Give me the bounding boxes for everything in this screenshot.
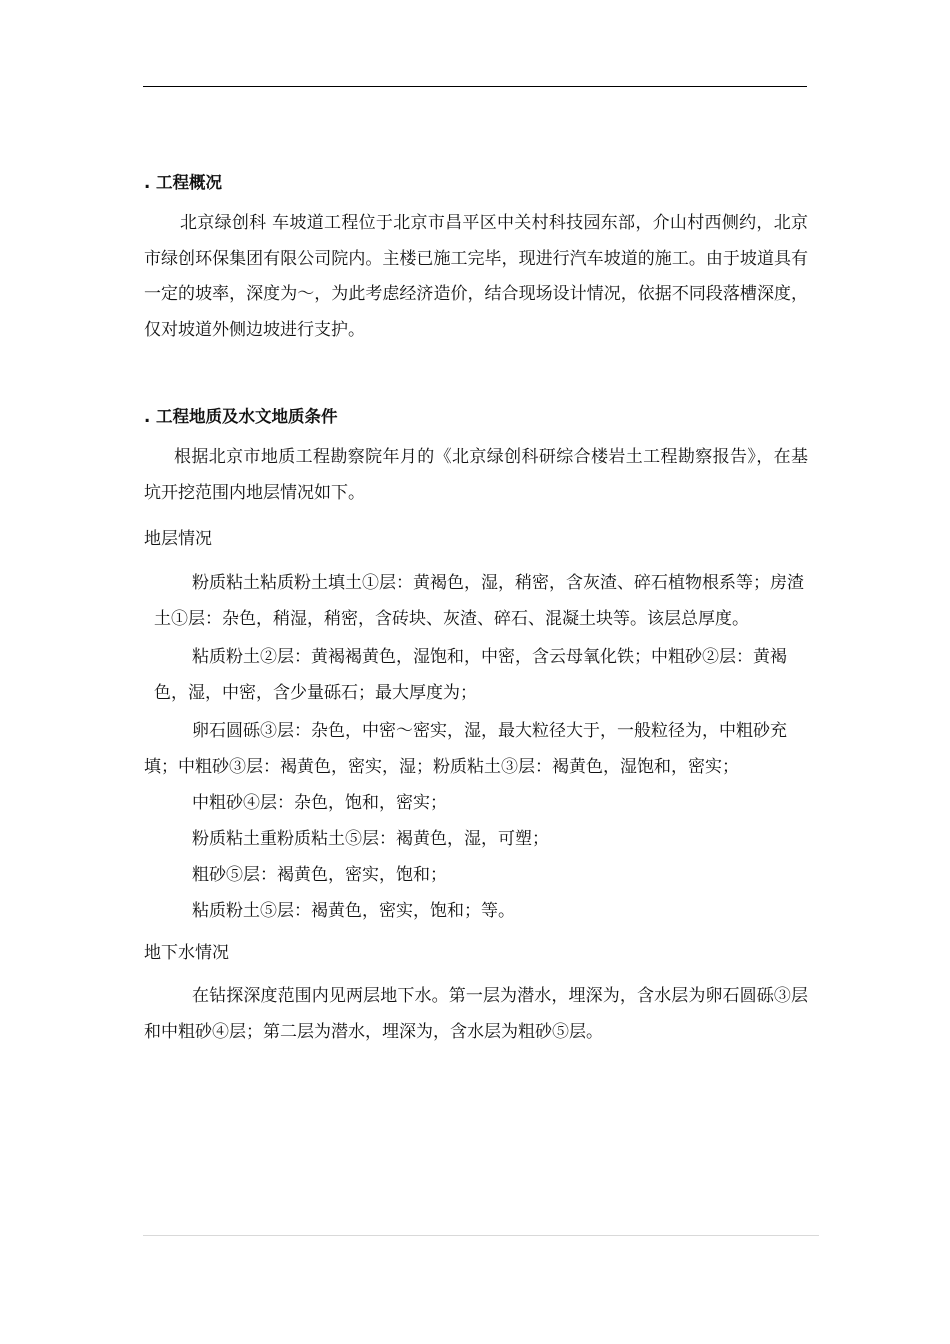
geology-intro-paragraph: 根据北京市地质工程勘察院年月的《北京绿创科研综合楼岩土工程勘察报告》，在基坑开挖范围内地层情况如下。 (144, 447, 808, 503)
stratum-item: 卵石圆砾③层：杂色，中密～密实，湿，最大粒径大于，一般粒径为，中粗砂充填；中粗砂③层：褐黄色，密实，湿；粉质粘土③层：褐黄色，湿饱和，密实； (144, 721, 787, 777)
groundwater-subheading: 地下水情况 (144, 943, 229, 963)
stratum-item: 粉质粘土重粉质粘土⑤层：褐黄色，湿，可塑； (192, 829, 549, 849)
header-rule (143, 86, 807, 87)
stratum-item: 粗砂⑤层：褐黄色，密实，饱和； (192, 865, 447, 885)
stratum-item: 中粗砂④层：杂色，饱和，密实； (192, 793, 447, 813)
stratum-item: 粘质粉土②层：黄褐褐黄色，湿饱和，中密，含云母氧化铁；中粗砂②层：黄褐色，湿，中密，含少量砾石；最大厚度为； (154, 647, 787, 703)
strata-subheading: 地层情况 (144, 529, 212, 549)
section-heading-geology: . 工程地质及水文地质条件 (144, 407, 338, 426)
document-body (144, 166, 808, 1050)
overview-paragraph: 北京绿创科 车坡道工程位于北京市昌平区中关村科技园东部，介山村西侧约，北京市绿创环保集团有限公司院内。主楼已施工完毕，现进行汽车坡道的施工。由于坡道具有一定的坡率，深度为～，为此考虑经济造价，结合现场设计情况，依据不同段落槽深度，仅对坡道外侧边坡进行支护。 (144, 213, 808, 340)
groundwater-paragraph: 在钻探深度范围内见两层地下水。第一层为潜水，埋深为，含水层为卵石圆砾③层和中粗砂④层；第二层为潜水，埋深为，含水层为粗砂⑤层。 (144, 986, 808, 1042)
strata-list (144, 565, 808, 711)
footer-rule (143, 1235, 819, 1236)
stratum-item: 粘质粉土⑤层：褐黄色，密实，饱和；等。 (192, 901, 515, 921)
stratum-item: 粉质粘土粘质粉土填土①层：黄褐色，湿，稍密，含灰渣、碎石植物根系等；房渣土①层：杂色，稍湿，稍密，含砖块、灰渣、碎石、混凝土块等。该层总厚度。 (154, 573, 804, 629)
section-heading-overview: . 工程概况 (144, 173, 223, 192)
